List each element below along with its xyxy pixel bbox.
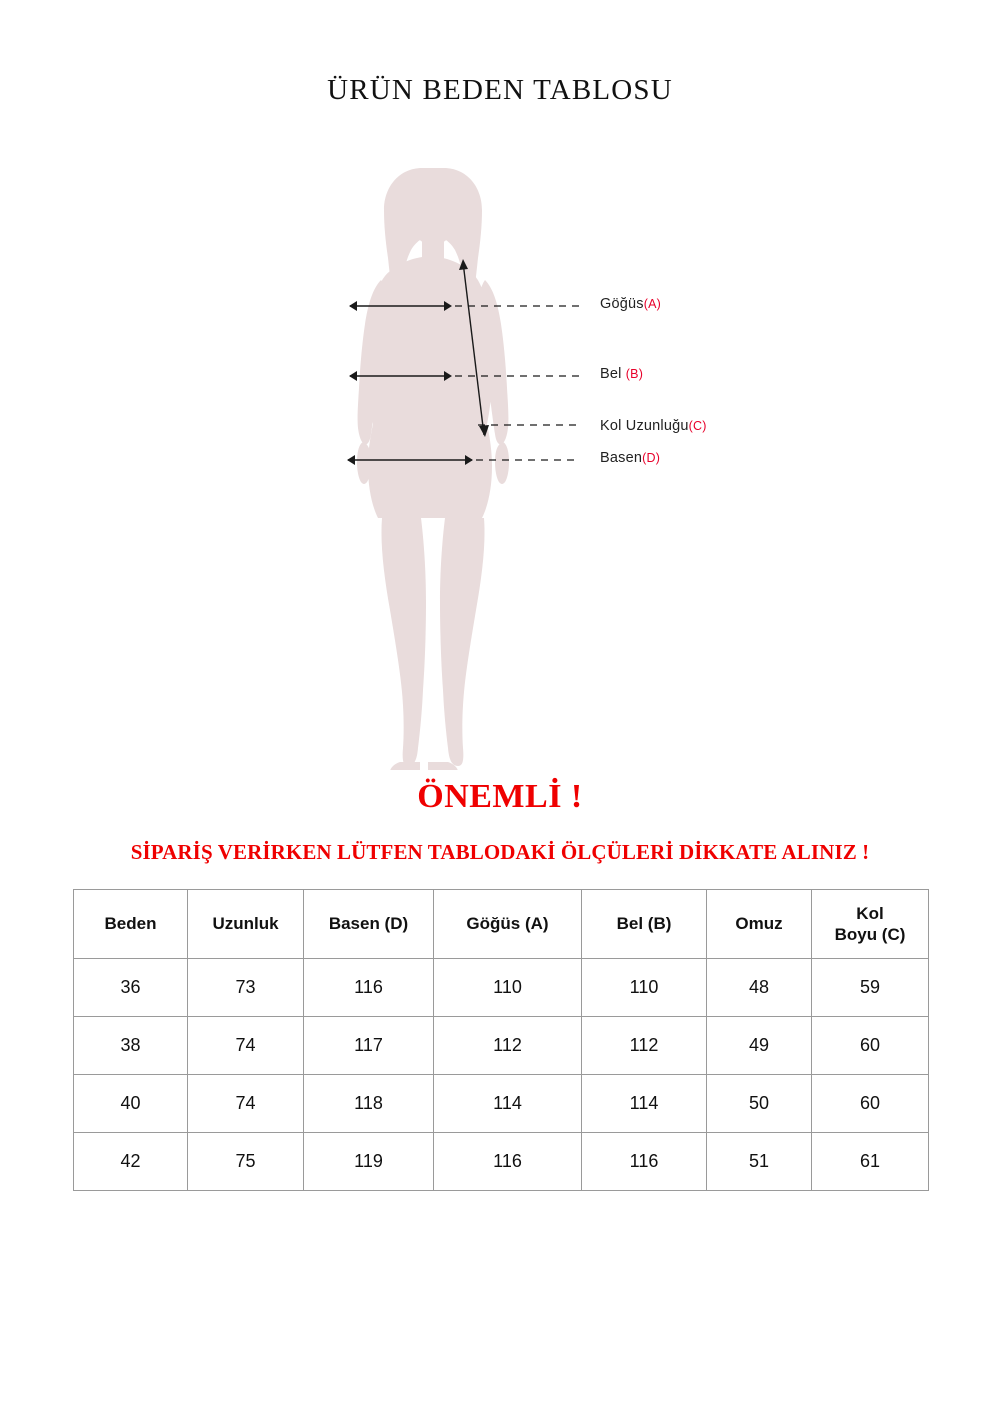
table-header-uzunluk: Uzunluk: [188, 890, 304, 959]
cell-bel: 116: [582, 1133, 707, 1191]
cell-omuz: 51: [707, 1133, 812, 1191]
diagram-label-hips-text: Basen: [600, 450, 643, 466]
notice-subtext: SİPARİŞ VERİRKEN LÜTFEN TABLODAKİ ÖLÇÜLERİ DİKKATE ALINIZ !: [130, 840, 870, 864]
table-header-omuz: Omuz: [707, 890, 812, 959]
table-header-kol-boyu: [812, 890, 929, 959]
cell-beden: 42: [74, 1133, 188, 1191]
cell-omuz: 49: [707, 1017, 812, 1075]
diagram-label-hips-code: (D): [642, 451, 661, 465]
table-header-gogus: Göğüs (A): [434, 890, 582, 959]
cell-kol-boyu: 60: [812, 1075, 929, 1133]
table-header-basen: Basen (D): [304, 890, 434, 959]
table-header-kol-boyu-line1: Kol: [856, 903, 884, 923]
cell-kol-boyu: 61: [812, 1133, 929, 1191]
size-table: [73, 889, 929, 1191]
diagram-label-waist-code: (B): [625, 367, 644, 381]
page-title: ÜRÜN BEDEN TABLOSU: [327, 74, 673, 106]
cell-basen: 117: [304, 1017, 434, 1075]
cell-basen: 119: [304, 1133, 434, 1191]
cell-uzunluk: 74: [188, 1075, 304, 1133]
diagram-label-waist: [600, 366, 643, 382]
table-row: [74, 1133, 929, 1191]
table-header-beden: Beden: [74, 890, 188, 959]
table-row: [74, 1075, 929, 1133]
cell-bel: 110: [582, 959, 707, 1017]
notice-headline: ÖNEMLİ !: [417, 778, 583, 815]
cell-gogus: 110: [434, 959, 582, 1017]
table-row: [74, 1017, 929, 1075]
cell-kol-boyu: 60: [812, 1017, 929, 1075]
cell-gogus: 116: [434, 1133, 582, 1191]
measurement-diagram: [250, 130, 770, 770]
cell-basen: 116: [304, 959, 434, 1017]
cell-uzunluk: 74: [188, 1017, 304, 1075]
diagram-label-hips: [600, 450, 660, 466]
cell-bel: 114: [582, 1075, 707, 1133]
diagram-label-chest-code: (A): [643, 297, 661, 311]
cell-omuz: 48: [707, 959, 812, 1017]
diagram-label-sleeve-text: Kol Uzunluğu: [600, 418, 689, 434]
diagram-label-sleeve: [600, 418, 707, 434]
cell-gogus: 114: [434, 1075, 582, 1133]
diagram-label-chest-text: Göğüs: [600, 296, 644, 312]
cell-omuz: 50: [707, 1075, 812, 1133]
diagram-label-sleeve-code: (C): [688, 419, 707, 433]
cell-beden: 40: [74, 1075, 188, 1133]
cell-bel: 112: [582, 1017, 707, 1075]
cell-basen: 118: [304, 1075, 434, 1133]
diagram-label-waist-text: Bel: [600, 366, 626, 382]
table-header-bel: Bel (B): [582, 890, 707, 959]
cell-uzunluk: 75: [188, 1133, 304, 1191]
table-header-row: [74, 890, 929, 959]
cell-uzunluk: 73: [188, 959, 304, 1017]
cell-beden: 36: [74, 959, 188, 1017]
diagram-label-chest: [600, 296, 661, 312]
cell-kol-boyu: 59: [812, 959, 929, 1017]
table-header-kol-boyu-line2: Boyu (C): [834, 925, 906, 944]
cell-gogus: 112: [434, 1017, 582, 1075]
table-row: [74, 959, 929, 1017]
female-body-silhouette-icon: [250, 130, 770, 770]
cell-beden: 38: [74, 1017, 188, 1075]
